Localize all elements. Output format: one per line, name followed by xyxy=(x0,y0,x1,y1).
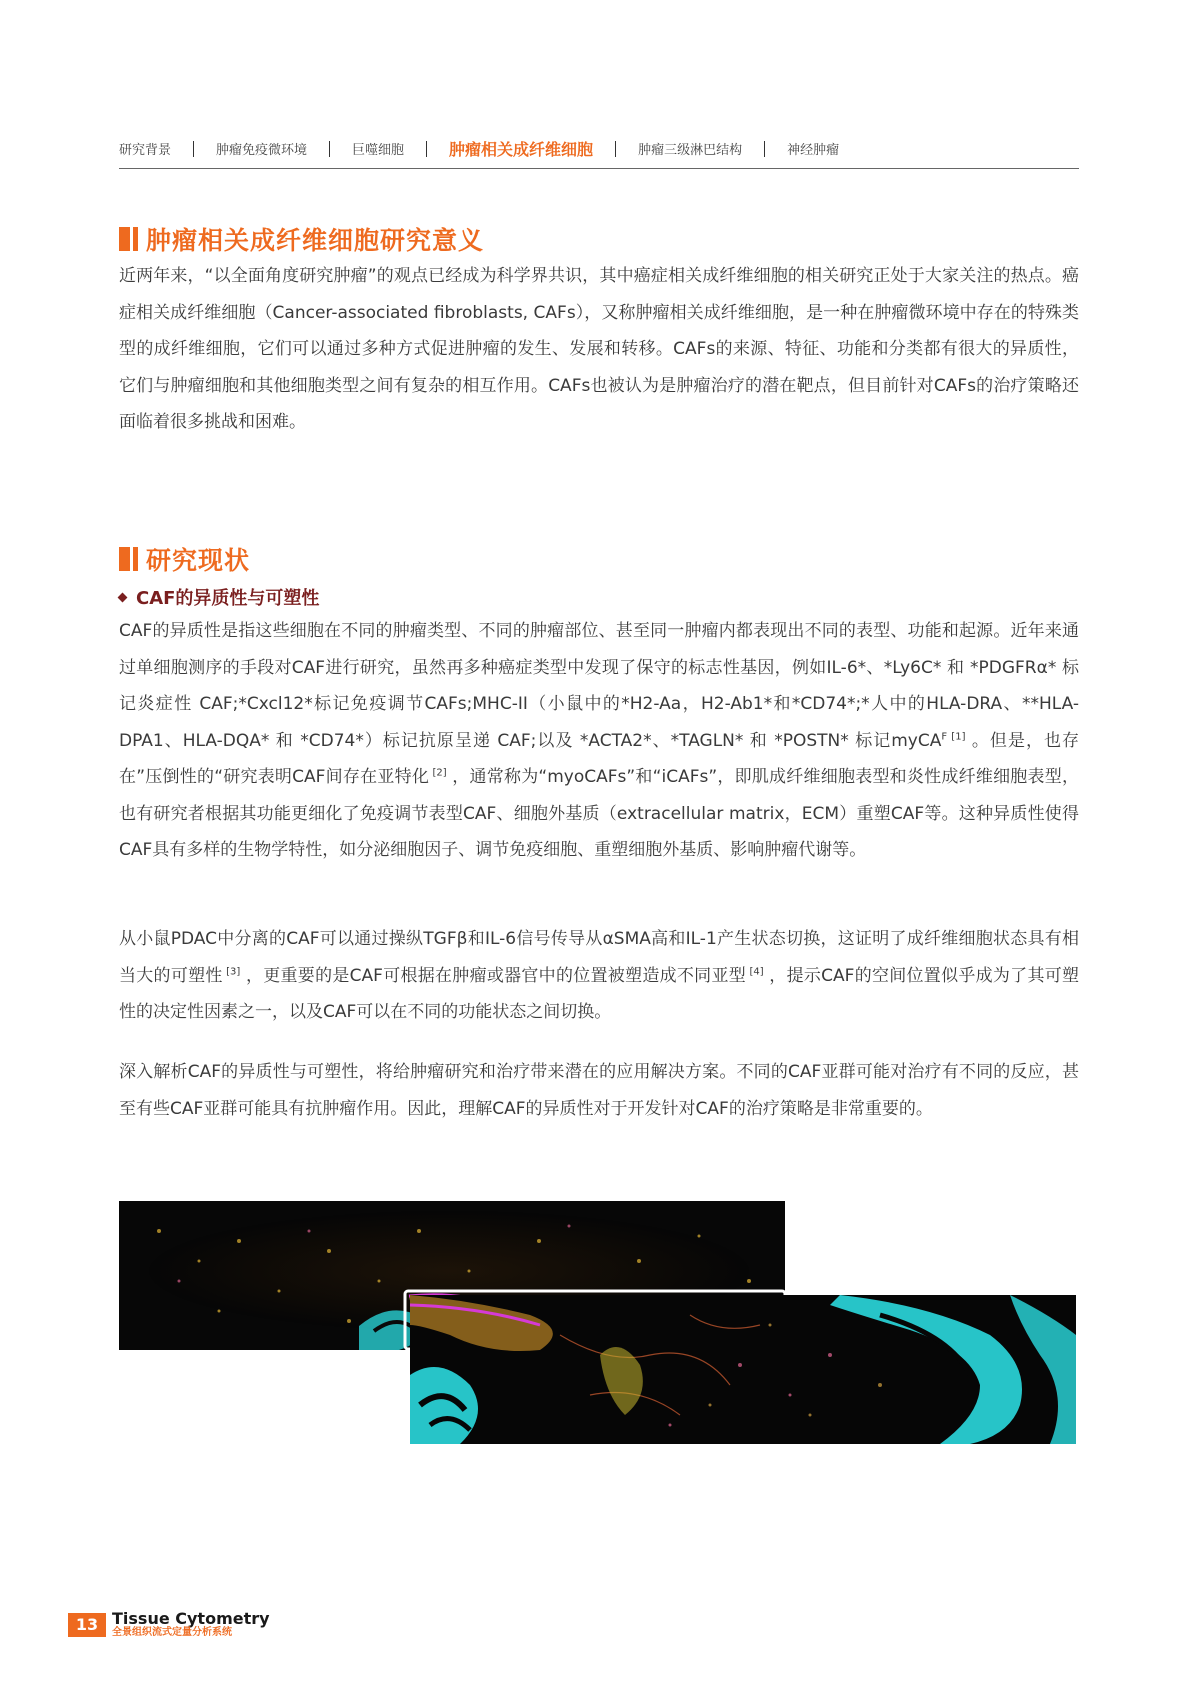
nav-item-tumor-immune-microenvironment[interactable]: 肿瘤免疫微环境 xyxy=(216,143,308,158)
title-bar-icon xyxy=(119,227,138,251)
title-bar-icon xyxy=(119,547,138,571)
page-number: 13 xyxy=(68,1613,106,1637)
paragraph-text: 。但是，也存在”压倒性的“研究表明CAF间存在亚特化 xyxy=(119,730,1079,787)
significance-paragraph: 近两年来，“以全面角度研究肿瘤”的观点已经成为科学界共识，其中癌症相关成纤维细胞的相关研究正处于大家关注的热点。癌症相关成纤维细胞（Cancer-associated fibroblasts, CAFs），又称肿瘤相关成纤维细胞，是一种在肿瘤微环境中存在的特殊类型的成纤维细胞，它们可以通过多种方式促进肿瘤的发生、发展和转移。CAFs的来源、特征、功能和分类都有很大的异质性，它们与肿瘤细胞和其他细胞类型之间有复杂的相互作用。CAFs也被认为是肿瘤治疗的潜在靶点，但目前针对CAFs的治疗策略还面临着很多挑战和困难。 xyxy=(119,266,1079,432)
nav-separator xyxy=(193,141,194,157)
nav-separator xyxy=(764,141,765,157)
paragraph-text: ，更重要的是CAF可根据在肿瘤或器官中的位置被塑造成不同亚型 xyxy=(240,965,746,986)
conclusion-paragraph: 深入解析CAF的异质性与可塑性，将给肿瘤研究和治疗带来潜在的应用解决方案。不同的CAF亚群可能对治疗有不同的反应，甚至有些CAF亚群可能具有抗肿瘤作用。因此，理解CAF的异质性对于开发针对CAF的治疗策略是非常重要的。 xyxy=(119,1062,1079,1119)
brand-name-en: Tissue Cytometry xyxy=(112,1609,270,1628)
paragraph-text: CAF的异质性是指这些细胞在不同的肿瘤类型、不同的肿瘤部位、甚至同一肿瘤内都表现出不同的表型、功能和起源。近年来通过单细胞测序的手段对CAF进行研究，虽然再多种癌症类型中发现了保守的标志性基因，例如IL-6*、*Ly6C* 和 *PDGFRα* 标记炎症性 CAF;*Cxcl12*标记免疫调节CAFs;MHC-II（小鼠中的*H2-Aa，H2-Ab1*和*CD74*;*人中的HLA-DRA、**HLA-DPA1、HLA-DQA* 和 *CD74*）标记抗原呈递 CAF;以及 *ACTA2*、*TAGLN* 和 *POSTN* 标记myCA xyxy=(119,621,1079,751)
section-title-status xyxy=(119,541,250,577)
citation-ref[interactable]: [4] xyxy=(746,965,764,977)
paragraph-text: ，提示CAF的空间位置似乎成为了其可塑性的决定性因素之一，以及CAF可以在不同的功能状态之间切换。 xyxy=(119,965,1080,1022)
paragraph-text: 从小鼠PDAC中分离的CAF可以通过操纵TGFβ和IL-6信号传导从αSMA高和IL-1产生状态切换，这证明了成纤维细胞状态具有相当大的可塑性 xyxy=(119,929,1079,986)
tissue-fluorescence-image-zoom xyxy=(410,1295,1076,1444)
brand-name-cn: 全景组织流式定量分析系统 xyxy=(112,1627,232,1638)
paragraph-text: ，通常称为“myoCAFs”和“iCAFs”，即肌成纤维细胞表型和炎性成纤维细胞表型，也有研究者根据其功能更细化了免疫调节表型CAF、细胞外基质（extracellular matrix，ECM）重塑CAF等。这种异质性使得CAF具有多样的生物学特性，如分泌细胞因子、调节免疫细胞、重塑细胞外基质、影响肿瘤代谢等。 xyxy=(119,767,1079,860)
nav-item-macrophage[interactable]: 巨噬细胞 xyxy=(352,143,405,158)
page-footer xyxy=(68,1610,270,1639)
citation-ref[interactable]: [3] xyxy=(222,965,241,977)
diamond-bullet-icon xyxy=(118,592,128,602)
brand-block xyxy=(112,1610,270,1639)
nav-separator xyxy=(329,141,330,157)
nav-separator xyxy=(615,141,616,157)
citation-ref[interactable]: [2] xyxy=(429,767,447,779)
nav-separator xyxy=(426,141,427,157)
nav-item-neuro-tumor[interactable]: 神经肿瘤 xyxy=(787,143,840,158)
heterogeneity-paragraph xyxy=(119,613,1079,869)
plasticity-paragraph xyxy=(119,921,1079,1031)
nav-item-research-background[interactable]: 研究背景 xyxy=(119,143,172,158)
nav-item-tls[interactable]: 肿瘤三级淋巴结构 xyxy=(638,143,743,158)
section-title-text: 肿瘤相关成纤维细胞研究意义 xyxy=(146,226,485,255)
section-title-significance xyxy=(119,221,484,257)
subtitle-heterogeneity xyxy=(119,584,319,610)
section-title-text: 研究现状 xyxy=(146,546,251,575)
citation-ref[interactable]: F [1] xyxy=(941,730,966,742)
nav-item-caf[interactable]: 肿瘤相关成纤维细胞 xyxy=(449,140,594,159)
subtitle-text: CAF的异质性与可塑性 xyxy=(136,588,320,609)
section-nav xyxy=(119,137,1079,169)
